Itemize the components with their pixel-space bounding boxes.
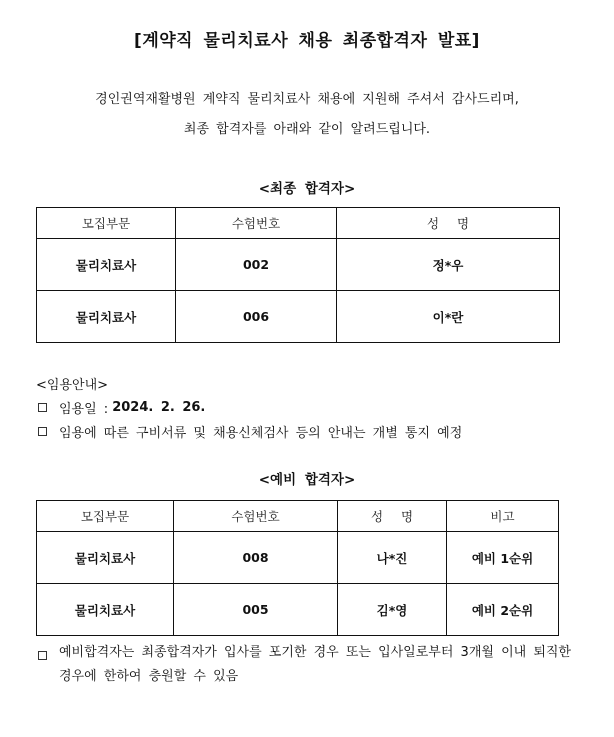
table-header-row xyxy=(37,208,560,239)
page-title: [계약직 물리치료사 채용 최종합격자 발표] xyxy=(134,31,480,51)
column-header-department: 모집부문 xyxy=(37,501,174,532)
cell-department: 물리치료사 xyxy=(37,239,176,291)
cell-department: 물리치료사 xyxy=(37,291,176,343)
square-bullet-icon xyxy=(38,403,47,412)
reserve-footnote-item xyxy=(36,646,581,689)
column-header-name: 성 명 xyxy=(338,501,447,532)
cell-name: 정*우 xyxy=(337,239,560,291)
reserve-passers-heading: <예비 합격자> xyxy=(258,472,356,488)
appointment-notice-heading: <임용안내> xyxy=(36,378,109,393)
table-header-row xyxy=(37,501,559,532)
cell-exam-number: 002 xyxy=(176,239,337,291)
intro-text-line-1: 경인권역재활병원 계약직 물리치료사 채용에 지원해 주셔서 감사드리며, xyxy=(95,92,519,107)
appointment-date-value: 2024. 2. 26. xyxy=(112,400,206,415)
cell-note: 예비 2순위 xyxy=(447,584,559,636)
documents-notice-item xyxy=(36,422,462,441)
reserve-footnote-text: 예비합격자는 최종합격자가 입사를 포기한 경우 또는 입사일로부터 3개월 이내 퇴직한 경우에 한하여 충원할 수 있음 xyxy=(59,645,571,684)
table-row xyxy=(37,239,560,291)
cell-note: 예비 1순위 xyxy=(447,532,559,584)
table-row xyxy=(37,291,560,343)
intro-text-line-2: 최종 합격자를 아래와 같이 알려드립니다. xyxy=(183,122,431,137)
cell-exam-number: 006 xyxy=(176,291,337,343)
cell-name: 김*영 xyxy=(338,584,447,636)
reserve-passers-table xyxy=(36,500,559,636)
cell-exam-number: 008 xyxy=(174,532,338,584)
column-header-note: 비고 xyxy=(447,501,559,532)
final-passers-heading: <최종 합격자> xyxy=(258,181,356,197)
column-header-exam-number: 수험번호 xyxy=(176,208,337,239)
cell-exam-number: 005 xyxy=(174,584,338,636)
table-row xyxy=(37,584,559,636)
column-header-department: 모집부문 xyxy=(37,208,176,239)
square-bullet-icon xyxy=(38,427,47,436)
cell-department: 물리치료사 xyxy=(37,532,174,584)
square-bullet-icon xyxy=(38,651,47,660)
cell-name: 나*진 xyxy=(338,532,447,584)
documents-notice-text: 임용에 따른 구비서류 및 채용신체검사 등의 안내는 개별 통지 예정 xyxy=(59,426,463,441)
table-row xyxy=(37,532,559,584)
final-passers-table xyxy=(36,207,560,343)
appointment-date-label: 임용일 : xyxy=(59,402,109,417)
cell-department: 물리치료사 xyxy=(37,584,174,636)
column-header-exam-number: 수험번호 xyxy=(174,501,338,532)
column-header-name: 성 명 xyxy=(337,208,560,239)
appointment-date-item xyxy=(36,398,205,417)
cell-name: 이*란 xyxy=(337,291,560,343)
